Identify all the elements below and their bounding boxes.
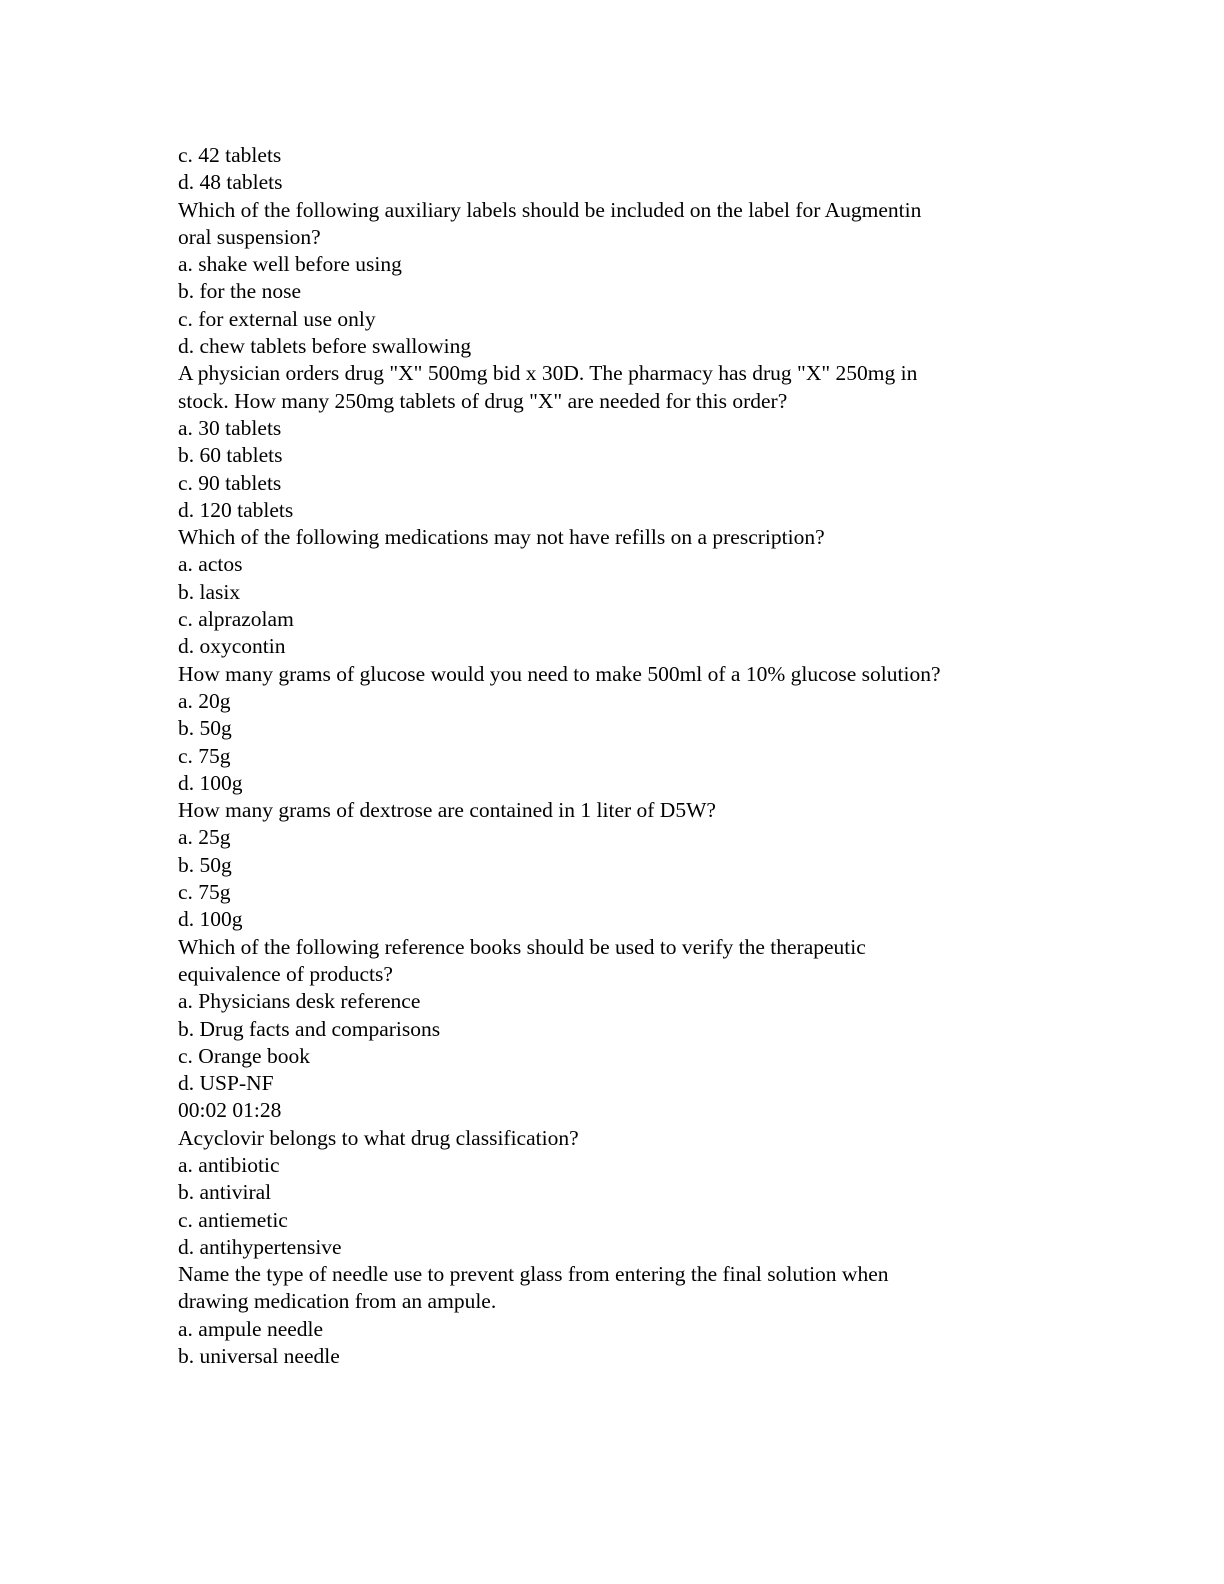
- answer-option: c. alprazolam: [178, 607, 294, 632]
- answer-option: b. antiviral: [178, 1180, 272, 1205]
- question-text: Acyclovir belongs to what drug classification?: [178, 1125, 579, 1150]
- answer-option: b. Drug facts and comparisons: [178, 1016, 441, 1041]
- question-text: A physician orders drug "X" 500mg bid x 30D. The pharmacy has drug "X" 250mg in: [178, 361, 918, 386]
- answer-option: a. ampule needle: [178, 1316, 324, 1341]
- answer-option: c. 75g: [178, 880, 231, 905]
- answer-option: c. 90 tablets: [178, 470, 282, 495]
- answer-option: a. actos: [178, 552, 243, 577]
- answer-option: c. Orange book: [178, 1043, 310, 1068]
- answer-option: d. antihypertensive: [178, 1234, 342, 1259]
- answer-option: b. for the nose: [178, 279, 301, 304]
- answer-option: d. 48 tablets: [178, 170, 283, 195]
- answer-option: a. 30 tablets: [178, 415, 282, 440]
- answer-option: b. 50g: [178, 852, 232, 877]
- answer-option: a. 20g: [178, 688, 231, 713]
- question-text: stock. How many 250mg tablets of drug "X" are needed for this order?: [178, 388, 788, 413]
- answer-option: d. 100g: [178, 770, 243, 795]
- answer-option: a. shake well before using: [178, 252, 402, 277]
- answer-option: d. 120 tablets: [178, 497, 294, 522]
- answer-option: a. 25g: [178, 825, 231, 850]
- question-text: equivalence of products?: [178, 961, 393, 986]
- document-page: [178, 142, 1058, 1370]
- question-text: How many grams of glucose would you need to make 500ml of a 10% glucose solution?: [178, 661, 941, 686]
- question-text: Name the type of needle use to prevent glass from entering the final solution when: [178, 1262, 889, 1287]
- question-text: drawing medication from an ampule.: [178, 1289, 497, 1314]
- answer-option: a. Physicians desk reference: [178, 989, 421, 1014]
- answer-option: c. antiemetic: [178, 1207, 288, 1232]
- question-text: Which of the following medications may not have refills on a prescription?: [178, 525, 825, 550]
- answer-option: b. universal needle: [178, 1344, 340, 1369]
- question-text: Which of the following reference books should be used to verify the therapeutic: [178, 934, 866, 959]
- answer-option: d. chew tablets before swallowing: [178, 334, 472, 359]
- question-text: Which of the following auxiliary labels should be included on the label for Augmentin: [178, 197, 922, 222]
- timestamp-text: 00:02 01:28: [178, 1098, 282, 1123]
- answer-option: d. 100g: [178, 907, 243, 932]
- answer-option: d. oxycontin: [178, 634, 286, 659]
- answer-option: b. lasix: [178, 579, 241, 604]
- answer-option: c. for external use only: [178, 306, 376, 331]
- answer-option: c. 42 tablets: [178, 143, 282, 167]
- question-text: oral suspension?: [178, 224, 321, 249]
- answer-option: a. antibiotic: [178, 1152, 280, 1177]
- answer-option: b. 60 tablets: [178, 443, 283, 468]
- answer-option: b. 50g: [178, 716, 232, 741]
- answer-option: d. USP-NF: [178, 1071, 274, 1096]
- question-text: How many grams of dextrose are contained in 1 liter of D5W?: [178, 798, 716, 823]
- answer-option: c. 75g: [178, 743, 231, 768]
